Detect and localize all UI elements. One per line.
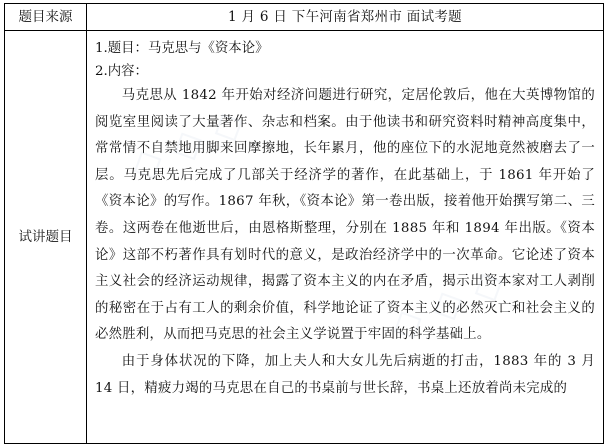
content-paragraph-2: 由于身体状况的下降，加上夫人和大女儿先后病逝的打击，1883 年的 3 月 14 日，精疲力竭的马克思在自己的书桌前与世长辞，书桌上还放着尚未完成的 [95,353,595,396]
content-heading: 2.内容： [95,64,148,79]
content-paragraph-1: 马克思从 1842 年开始对经济问题进行研究，定居伦敦后，他在大英博物馆的阅览室里阅读了大量著作、杂志和档案。由于他读书和研究资料时精神高度集中，常常情不自禁地用脚来回摩擦地，长年累月，他的座位下的水泥地竟然被磨去了一层。马克思先后完成了几部关于经济学的著作，在此基础上，于 1861 年开始了《资本论》的写作。1867 年秋，《资本论》第一卷出版，接着他开始撰写第二、三卷。这两卷在他逝世后，由恩格斯整理，分别在 1885 年和 1894 年出版。《资本论》这部不朽著作具有划时代的意义，是政治经济学中的一次革命。它论述了资本主义社会的经济运动规律，揭露了资本主义的内在矛盾，揭示出资本家对工人剥削的秘密在于占有工人的剩余价值，科学地论证了资本主义的必然灭亡和社会主义的必然胜利，从而把马克思的社会主义学说置于牢固的科学基础上。 [95,88,595,343]
background-watermark: ◇ ◇ ◇ [382,257,512,351]
source-label: 题目来源 [18,9,73,25]
topic-label: 试讲题目 [18,229,73,245]
exam-info-table [4,3,604,444]
topic-label-cell [5,31,87,444]
source-value-cell [87,4,604,31]
source-label-cell [5,4,87,31]
topic-content-cell [87,31,604,444]
topic-row [5,31,604,444]
exam-source-title: 1 月 6 日 下午河南省郑州市 面试考题 [228,9,462,25]
header-row [5,4,604,31]
topic-title-line: 1.题目：马克思与《资本论》 [95,41,269,56]
topic-content [95,37,595,442]
background-watermark: ◇ ◇ ◇ [122,97,252,191]
